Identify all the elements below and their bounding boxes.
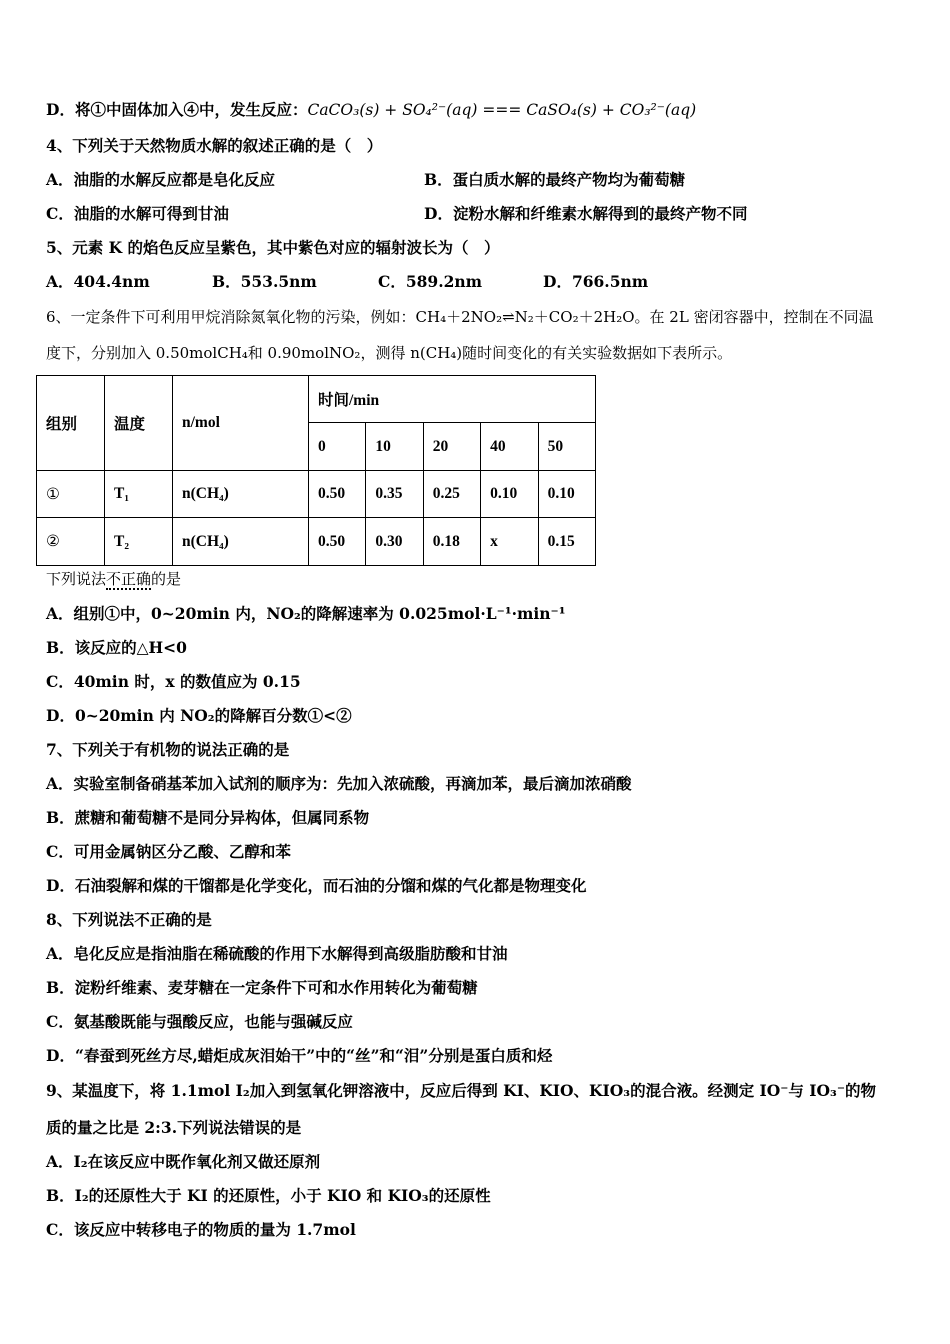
- q8-stem: 8、下列说法不正确的是: [46, 910, 212, 929]
- q3-option-d: [46, 100, 696, 120]
- q4-options-row1: [46, 170, 926, 190]
- q5-option-c: C．589.2nm: [378, 272, 483, 291]
- q8-option-d: D．“春蚕到死丝方尽,蜡炬成灰泪始干”中的“丝”和“泪”分别是蛋白质和烃: [46, 1046, 553, 1065]
- q3-equation: CaCO₃(s) + SO₄²⁻(aq) === CaSO₄(s) + CO₃²⁻(aq): [307, 101, 697, 119]
- q6-stem-line1: 6、一定条件下可利用甲烷消除氮氧化物的污染，例如：CH₄＋2NO₂⇌N₂＋CO₂＋2H₂O。在 2L 密闭容器中，控制在不同温: [46, 308, 874, 326]
- time-cell: 20: [423, 423, 480, 471]
- q6-prompt-post: 的是: [151, 570, 182, 588]
- value-cell: 0.50: [309, 471, 366, 518]
- q7-option-c: C．可用金属钠区分乙酸、乙醇和苯: [46, 842, 291, 861]
- row-n: n(CH₄): [173, 518, 309, 566]
- q6-option-b: B．该反应的△H<0: [46, 638, 187, 657]
- q9-stem-line2: 质的量之比是 2:3.下列说法错误的是: [46, 1118, 302, 1137]
- value-cell: x: [481, 518, 538, 566]
- value-cell: 0.10: [538, 471, 595, 518]
- q6-prompt-pre: 下列说法: [46, 570, 107, 588]
- q6-option-c: C．40min 时，x 的数值应为 0.15: [46, 672, 301, 691]
- q9-option-b: B．I₂的还原性大于 KI 的还原性，小于 KIO 和 KIO₃的还原性: [46, 1186, 491, 1205]
- q7-stem: 7、下列关于有机物的说法正确的是: [46, 740, 290, 759]
- q5-option-b: B．553.5nm: [212, 272, 317, 291]
- q4-options-row2: [46, 204, 926, 224]
- table-row: [37, 471, 596, 518]
- row-group: ②: [37, 518, 105, 566]
- time-cell: 50: [538, 423, 595, 471]
- q5-stem: 5、元素 K 的焰色反应呈紫色，其中紫色对应的辐射波长为（ ）: [46, 238, 500, 257]
- q3-option-d-text: D．将①中固体加入④中，发生反应：: [46, 100, 308, 119]
- q6-prompt-emphasis: 不正确: [106, 570, 152, 588]
- q7-option-d: D．石油裂解和煤的干馏都是化学变化，而石油的分馏和煤的气化都是物理变化: [46, 876, 587, 895]
- header-n: n/mol: [173, 376, 309, 471]
- q6-prompt: [46, 569, 181, 589]
- q8-option-c: C．氨基酸既能与强酸反应，也能与强碱反应: [46, 1012, 353, 1031]
- value-cell: 0.18: [423, 518, 480, 566]
- q6-data-table: [36, 375, 596, 566]
- q4-stem: 4、下列关于天然物质水解的叙述正确的是（ ）: [46, 136, 383, 155]
- q4-option-c: C．油脂的水解可得到甘油: [46, 204, 229, 223]
- value-cell: 0.10: [481, 471, 538, 518]
- q8-option-a: A．皂化反应是指油脂在稀硫酸的作用下水解得到高级脂肪酸和甘油: [46, 944, 508, 963]
- time-cell: 40: [481, 423, 538, 471]
- q7-option-b: B．蔗糖和葡萄糖不是同分异构体，但属同系物: [46, 808, 370, 827]
- value-cell: 0.25: [423, 471, 480, 518]
- q9-option-a: A．I₂在该反应中既作氧化剂又做还原剂: [46, 1152, 321, 1171]
- q8-option-b: B．淀粉纤维素、麦芽糖在一定条件下可和水作用转化为葡萄糖: [46, 978, 478, 997]
- q5-option-d: D．766.5nm: [543, 272, 649, 291]
- q6-stem-line2: 度下，分别加入 0.50molCH₄和 0.90molNO₂，测得 n(CH₄)随时间变化的有关实验数据如下表所示。: [46, 344, 733, 362]
- q9-option-c: C．该反应中转移电子的物质的量为 1.7mol: [46, 1220, 356, 1239]
- q4-option-d: D．淀粉水解和纤维素水解得到的最终产物不同: [424, 204, 748, 223]
- q4-option-b: B．蛋白质水解的最终产物均为葡萄糖: [424, 170, 686, 189]
- value-cell: 0.30: [366, 518, 423, 566]
- q4-option-a: A．油脂的水解反应都是皂化反应: [46, 170, 276, 189]
- q7-option-a: A．实验室制备硝基苯加入试剂的顺序为：先加入浓硫酸，再滴加苯，最后滴加浓硝酸: [46, 774, 632, 793]
- value-cell: 0.50: [309, 518, 366, 566]
- row-temp: T₁: [105, 471, 173, 518]
- row-n: n(CH₄): [173, 471, 309, 518]
- header-time: 时间/min: [309, 376, 596, 423]
- q5-options: [46, 272, 926, 292]
- q5-option-a: A．404.4nm: [46, 272, 150, 291]
- time-cell: 10: [366, 423, 423, 471]
- value-cell: 0.15: [538, 518, 595, 566]
- row-group: ①: [37, 471, 105, 518]
- row-temp: T₂: [105, 518, 173, 566]
- q6-option-a: A．组别①中，0~20min 内，NO₂的降解速率为 0.025mol·L⁻¹·min⁻¹: [46, 604, 566, 623]
- q9-stem-line1: 9、某温度下，将 1.1mol I₂加入到氢氧化钾溶液中，反应后得到 KI、KIO、KIO₃的混合液。经测定 IO⁻与 IO₃⁻的物: [46, 1081, 877, 1100]
- table-header-row: [37, 376, 596, 423]
- header-group: 组别: [37, 376, 105, 471]
- table-row: [37, 518, 596, 566]
- value-cell: 0.35: [366, 471, 423, 518]
- header-temp: 温度: [105, 376, 173, 471]
- time-cell: 0: [309, 423, 366, 471]
- q6-option-d: D．0~20min 内 NO₂的降解百分数①<②: [46, 706, 352, 725]
